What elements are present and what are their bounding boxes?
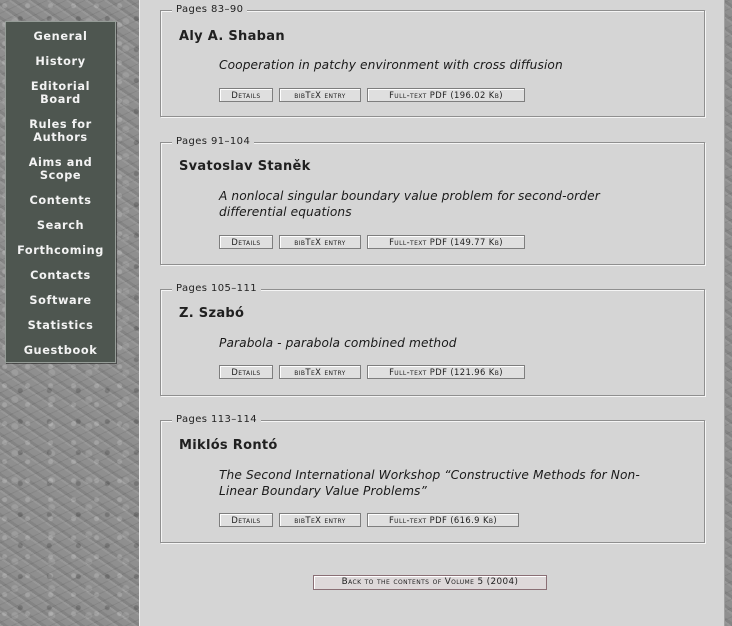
paper-title: Parabola - parabola combined method: [219, 336, 457, 350]
paper-entry: [160, 414, 705, 543]
sidebar-item-editorial-board[interactable]: Editorial Board: [30, 80, 91, 106]
details-button[interactable]: Details: [219, 513, 273, 527]
full-text-pdf-button[interactable]: Full-text PDF (149.77 Kb): [367, 235, 525, 249]
sidebar-item-rules-for-authors[interactable]: Rules for Authors: [29, 118, 92, 144]
sidebar-item-general[interactable]: General: [33, 30, 88, 43]
sidebar-item-forthcoming[interactable]: Forthcoming: [17, 244, 104, 257]
paper-entry: [160, 283, 705, 396]
sidebar-item-contacts[interactable]: Contacts: [30, 269, 91, 282]
author-name: Svatoslav Staněk: [179, 159, 311, 174]
full-text-pdf-button[interactable]: Full-text PDF (616.9 Kb): [367, 513, 519, 527]
sidebar-item-statistics[interactable]: Statistics: [27, 319, 94, 332]
sidebar-item-history[interactable]: History: [35, 55, 86, 68]
full-text-pdf-button[interactable]: Full-text PDF (196.02 Kb): [367, 88, 525, 102]
sidebar-item-software[interactable]: Software: [29, 294, 92, 307]
sidebar-navigation: [5, 21, 116, 363]
author-name: Miklós Rontó: [179, 438, 278, 453]
back-to-contents-button[interactable]: Back to the contents of Volume 5 (2004): [313, 575, 547, 590]
pages-range: Pages 105–111: [172, 283, 261, 295]
author-name: Z. Szabó: [179, 306, 245, 321]
paper-title: The Second International Workshop “Constructive Methods for Non-Linear Boundary Value Problems”: [219, 468, 640, 498]
paper-title: A nonlocal singular boundary value problem for second-order differential equations: [219, 189, 600, 219]
sidebar-item-contents[interactable]: Contents: [29, 194, 92, 207]
author-name: Aly A. Shaban: [179, 29, 285, 44]
full-text-pdf-button[interactable]: Full-text PDF (121.96 Kb): [367, 365, 525, 379]
bibtex-entry-button[interactable]: bibTeX entry: [279, 513, 361, 527]
details-button[interactable]: Details: [219, 88, 273, 102]
paper-title: Cooperation in patchy environment with cross diffusion: [219, 58, 563, 72]
bibtex-entry-button[interactable]: bibTeX entry: [279, 365, 361, 379]
paper-entry: [160, 4, 705, 117]
sidebar-item-search[interactable]: Search: [36, 219, 85, 232]
sidebar-item-aims-and-scope[interactable]: Aims and Scope: [28, 156, 93, 182]
pages-range: Pages 83–90: [172, 4, 247, 16]
sidebar-item-guestbook[interactable]: Guestbook: [23, 344, 98, 357]
pages-range: Pages 91–104: [172, 136, 254, 148]
main-content: [139, 0, 725, 626]
details-button[interactable]: Details: [219, 235, 273, 249]
paper-entry: [160, 136, 705, 265]
bibtex-entry-button[interactable]: bibTeX entry: [279, 235, 361, 249]
bibtex-entry-button[interactable]: bibTeX entry: [279, 88, 361, 102]
details-button[interactable]: Details: [219, 365, 273, 379]
pages-range: Pages 113–114: [172, 414, 261, 426]
